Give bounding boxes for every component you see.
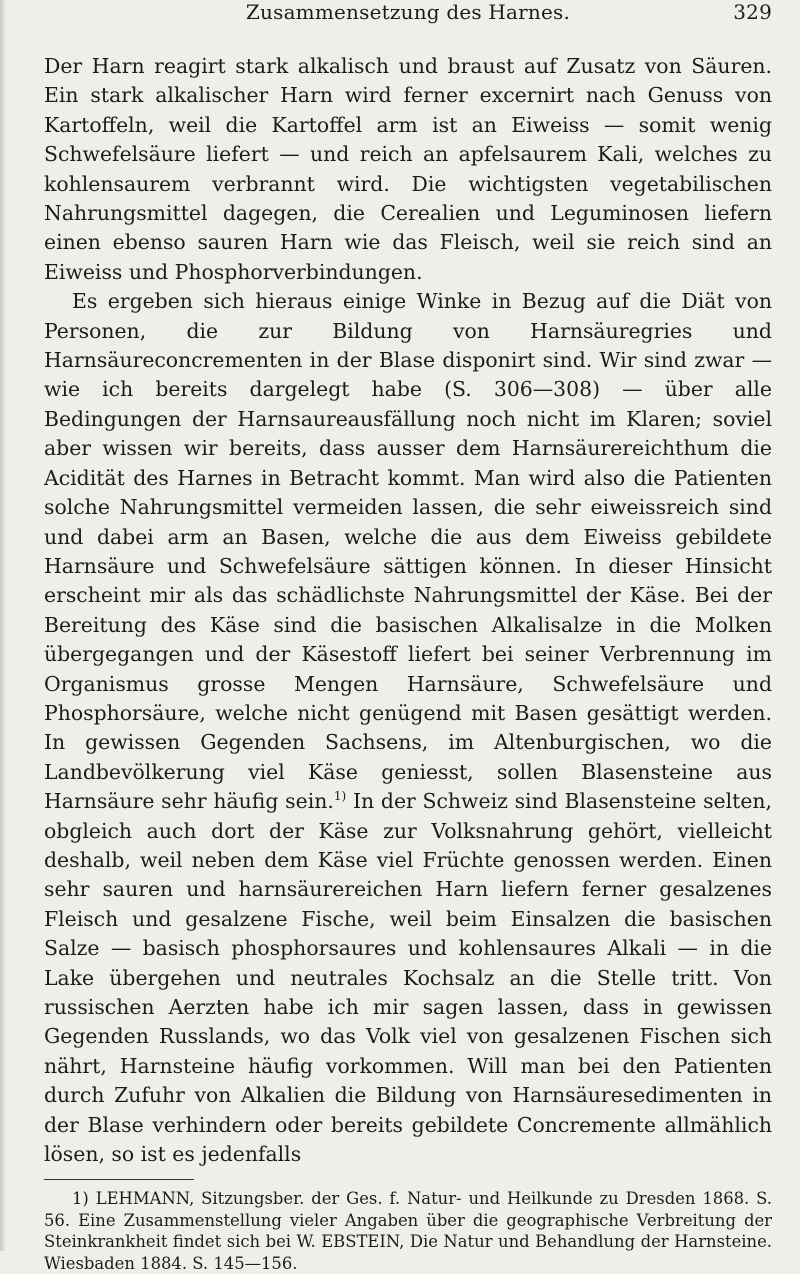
book-page: [44, 0, 773, 1273]
footnote-divider: [44, 1179, 194, 1180]
footnote-text: 1) LEHMANN, Sitzungsber. der Ges. f. Natur- und Heilkunde zu Dresden 1868. S. 56. Eine Zusammenstellung vieler Angaben über die geographische Verbreitung der Steinkrankheit findet sich bei W. EBSTEIN, Die Natur und Behandlung der Harnsteine. Wiesbaden 1884. S. 145—156.: [44, 1189, 772, 1273]
paragraph-1-text: Der Harn reagirt stark alkalisch und braust auf Zusatz von Säuren. Ein stark alkalischer Harn wird ferner excernirt nach Genuss von Kartoffeln, weil die Kartoffel arm ist an Eiweiss — somit wenig Schwefelsäure liefert — und reich an apfelsaurem Kali, welches zu kohlensaurem verbrannt wird. Die wichtigsten vegetabilischen Nahrungsmittel dagegen, die Cerealien und Leguminosen liefern einen ebenso sauren Harn wie das Fleisch, weil sie reich sind an Eiweiss und Phosphorverbindungen.: [44, 54, 772, 284]
running-title: Zusammensetzung des Harnes.: [245, 0, 571, 24]
page-edge: [0, 0, 6, 1251]
paragraph-2: [44, 287, 772, 1169]
page-number: 329: [733, 0, 772, 24]
page-header: [44, 0, 772, 30]
paragraph-2-text-start: Es ergeben sich hieraus einige Winke in Bezug auf die Diät von Personen, die zur Bildung von Harnsäuregries und Harnsäureconcrementen in der Blase disponirt sind. Wir sind zwar — wie ich bereits dargelegt habe (S. 306—308) — über alle Bedingungen der Harnsaureausfällung noch nicht im Klaren; soviel aber wissen wir bereits, dass ausser dem Harnsäurereichthum die Acidität des Harnes in Betracht kommt. Man wird also die Patienten solche Nahrungsmittel vermeiden lassen, die sehr eiweissreich sind und dabei arm an Basen, welche die aus dem Eiweiss gebildete Harnsäure und Schwefelsäure sättigen können. In dieser Hinsicht erscheint mir als das schädlichste Nahrungsmittel der Käse. Bei der Bereitung des Käse sind die basischen Alkalisalze in die Molken übergegangen und der Käsestoff liefert bei seiner Verbrennung im Organismus grosse Mengen Harnsäure, Schwefelsäure und Phosphorsäure, welche nicht genügend mit Basen gesättigt werden. In gewissen Gegenden Sachsens, im Altenburgischen, wo die Landbevölkerung viel Käse geniesst, sollen Blasensteine aus Harnsäure sehr häufig sein.: [44, 289, 772, 814]
paragraph-2-text-end: In der Schweiz sind Blasensteine selten, obgleich auch dort der Käse zur Volksnahrung gehört, vielleicht deshalb, weil neben dem Käse viel Früchte genossen werden. Einen sehr sauren und harnsäurereichen Harn liefern ferner gesalzenes Fleisch und gesalzene Fische, weil beim Einsalzen die basischen Salze — basisch phosphorsaures und kohlensaures Alkali — in die Lake übergehen und neutrales Kochsalz an die Stelle tritt. Von russischen Aerzten habe ich mir sagen lassen, dass in gewissen Gegenden Russlands, wo das Volk viel von gesalzenen Fischen sich nährt, Harnsteine häufig vorkommen. Will man bei den Patienten durch Zufuhr von Alkalien die Bildung von Harnsäuresedimenten in der Blase verhindern oder bereits gebildete Concremente allmählich lösen, so ist es jedenfalls: [44, 789, 773, 1167]
footnote-reference: 1): [333, 789, 347, 804]
paragraph-1: [44, 52, 772, 287]
body-text: [44, 52, 772, 1169]
footnote: [44, 1188, 772, 1274]
